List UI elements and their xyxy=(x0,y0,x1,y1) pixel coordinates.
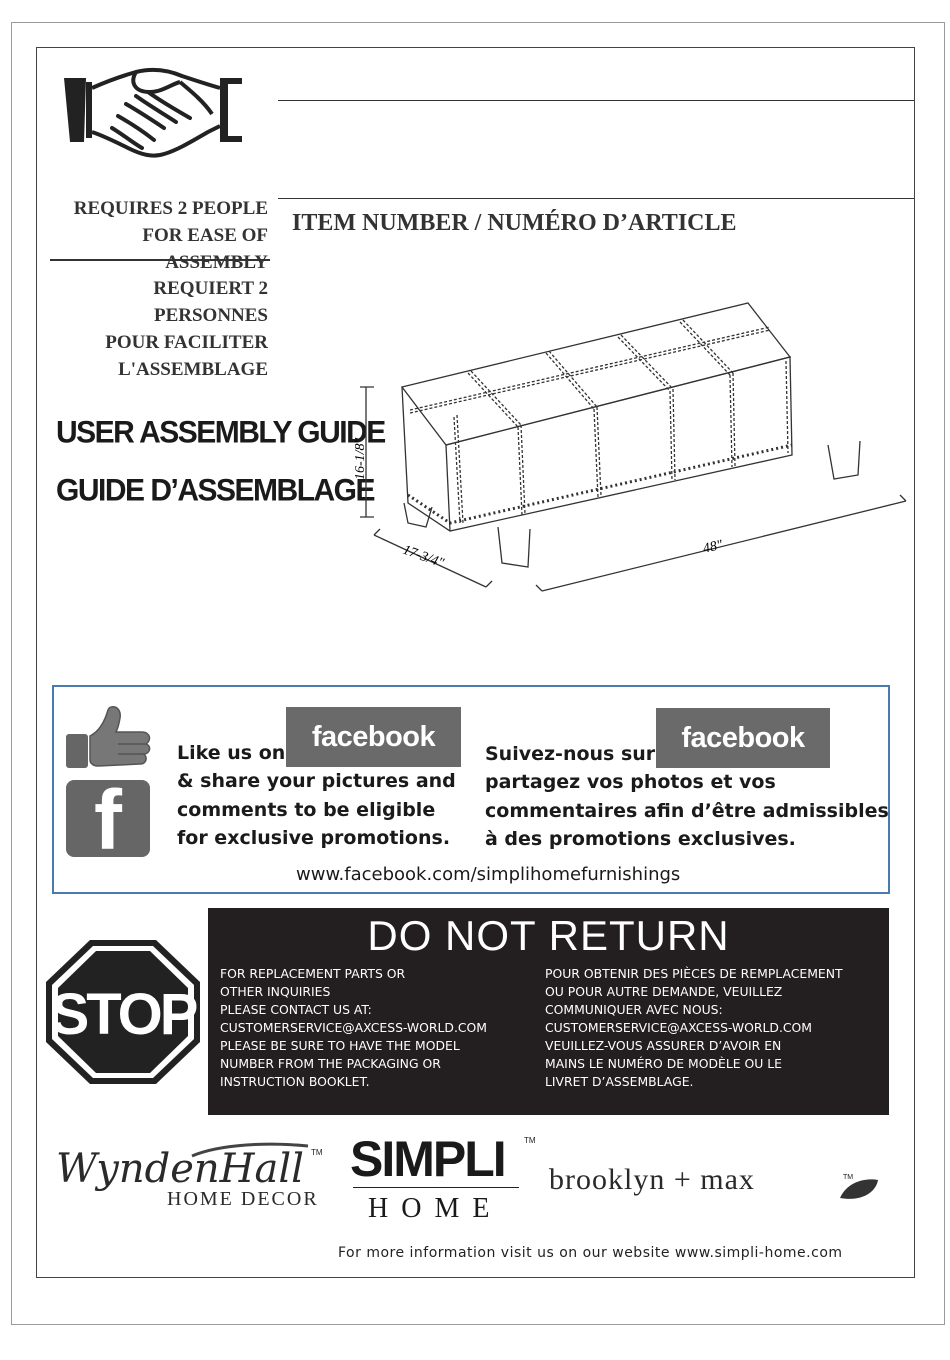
notice-text-fr xyxy=(545,965,843,1091)
simpli-rule xyxy=(353,1187,519,1188)
notice-fr-line-3: COMMUNIQUER AVEC NOUS: xyxy=(545,1002,723,1017)
notice-fr-line-2: OU POUR AUTRE DEMANDE, VEUILLEZ xyxy=(545,984,783,999)
guide-title-fr: GUIDE D’ASSEMBLAGE xyxy=(56,473,375,508)
simpli-logo-text: SIMPLI xyxy=(350,1131,505,1187)
facebook-lead-fr: Suivez-nous sur xyxy=(485,743,656,765)
brooklyn-max-tm: TM xyxy=(843,1174,854,1181)
storage-bench-illustration xyxy=(350,295,910,605)
facebook-text-fr xyxy=(485,768,889,854)
facebook-logo-en[interactable]: facebook xyxy=(286,707,461,767)
facebook-f-icon xyxy=(66,780,150,857)
people-fr-line-1: REQUIERT 2 PERSONNES xyxy=(153,278,268,326)
notice-en-line-3: PLEASE CONTACT US AT: xyxy=(220,1002,372,1017)
people-fr-line-3: L'ASSEMBLAGE xyxy=(118,359,268,380)
people-required-en xyxy=(40,195,268,276)
notice-en-line-1: FOR REPLACEMENT PARTS OR xyxy=(220,966,406,981)
facebook-en-line-1: & share your pictures and xyxy=(177,770,456,792)
notice-en-line-2: OTHER INQUIRIES xyxy=(220,984,331,999)
dim-height: 16-1/8" xyxy=(353,437,368,480)
footer-website-text: For more information visit us on our website www.simpli-home.com xyxy=(338,1245,843,1261)
dim-width: 48" xyxy=(701,537,725,557)
guide-title-en: USER ASSEMBLY GUIDE xyxy=(56,415,385,450)
people-en-line-2: FOR EASE OF ASSEMBLY xyxy=(142,225,268,273)
facebook-en-line-3: for exclusive promotions. xyxy=(177,827,451,849)
notice-text-en xyxy=(220,965,487,1091)
simpli-tm: TM xyxy=(524,1136,536,1145)
wyndenhall-swoosh xyxy=(190,1140,310,1160)
notice-en-line-6: NUMBER FROM THE PACKAGING OR xyxy=(220,1056,441,1071)
people-required-fr xyxy=(40,275,268,383)
header-rule-bottom xyxy=(278,198,914,199)
dim-depth: 17-3/4" xyxy=(400,542,446,572)
simpli-subtitle: HOME xyxy=(368,1193,503,1224)
facebook-en-line-2: comments to be eligible xyxy=(177,798,436,821)
facebook-lead-en: Like us on xyxy=(177,742,286,764)
notice-fr-line-5: VEUILLEZ-VOUS ASSURER D’AVOIR EN xyxy=(545,1038,782,1053)
facebook-fr-line-1: partagez vos photos et vos xyxy=(485,771,776,793)
do-not-return-title: DO NOT RETURN xyxy=(367,912,730,959)
notice-fr-line-6: MAINS LE NUMÉRO DE MODÈLE OU LE xyxy=(545,1056,783,1071)
notice-fr-line-1: POUR OBTENIR DES PIÈCES DE REMPLACEMENT xyxy=(545,966,843,981)
stop-sign-icon xyxy=(44,938,202,1086)
item-number-label: ITEM NUMBER / NUMÉRO D’ARTICLE xyxy=(292,210,737,236)
brooklyn-max-logo-text: brooklyn + max xyxy=(549,1163,755,1196)
notice-en-line-7: INSTRUCTION BOOKLET. xyxy=(220,1074,370,1089)
notice-fr-email[interactable]: CUSTOMERSERVICE@AXCESS-WORLD.COM xyxy=(545,1020,812,1035)
stop-sign-text: STOP xyxy=(50,982,196,1047)
people-en-line-1: REQUIRES 2 PEOPLE xyxy=(73,198,268,219)
header-rule-top xyxy=(278,100,914,101)
facebook-logo-fr[interactable]: facebook xyxy=(656,708,830,768)
facebook-url-link[interactable]: www.facebook.com/simplihomefurnishings xyxy=(296,864,681,885)
people-fr-line-2: POUR FACILITER xyxy=(105,332,268,353)
notice-en-email[interactable]: CUSTOMERSERVICE@AXCESS-WORLD.COM xyxy=(220,1020,487,1035)
facebook-fr-line-3: à des promotions exclusives. xyxy=(485,828,796,850)
facebook-f-letter: f xyxy=(94,780,122,857)
handshake-icon xyxy=(60,62,246,162)
wyndenhall-tm: TM xyxy=(311,1148,323,1157)
notice-fr-line-7: LIVRET D’ASSEMBLAGE. xyxy=(545,1074,694,1089)
notice-en-line-5: PLEASE BE SURE TO HAVE THE MODEL xyxy=(220,1038,460,1053)
thumbs-up-icon xyxy=(64,704,152,770)
wyndenhall-subtitle: HOME DECOR xyxy=(167,1188,319,1210)
leaf-icon xyxy=(838,1176,880,1202)
wyndenhall-logo-text: WyndenHall xyxy=(56,1146,304,1192)
facebook-fr-line-2: commentaires afin d’être admissibles xyxy=(485,799,889,822)
facebook-text-en xyxy=(177,767,456,853)
